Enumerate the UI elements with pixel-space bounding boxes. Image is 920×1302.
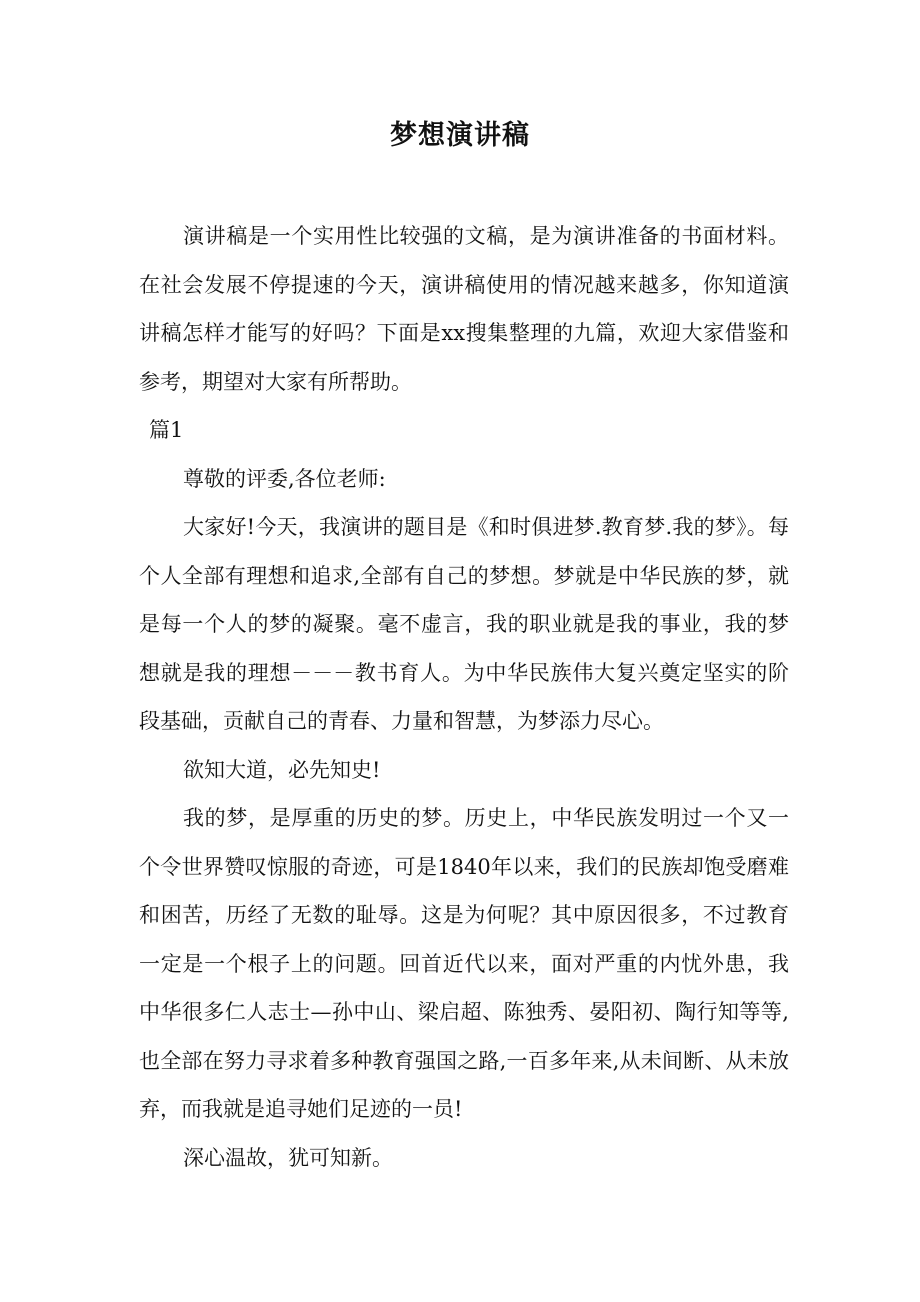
intro-paragraph: 演讲稿是一个实用性比较强的文稿，是为演讲准备的书面材料。在社会发展不停提速的今天，演讲稿使用的情况越来越多，你知道演讲稿怎样才能写的好吗？下面是xx搜集整理的九篇，欢迎大家借鉴和参考，期望对大家有所帮助。 — [139, 224, 789, 394]
history-heading-paragraph: 欲知大道，必先知史! — [183, 757, 381, 782]
closing-paragraph: 深心温故，犹可知新。 — [183, 1145, 393, 1170]
history-paragraph: 我的梦，是厚重的历史的梦。历史上，中华民族发明过一个又一个令世界赞叹惊服的奇迹，可是1840年以来，我们的民族却饱受磨难和困苦，历经了无数的耻辱。这是为何呢？其中原因很多，不过教育一定是一个根子上的问题。回首近代以来，面对严重的内忧外患，我中华很多仁人志士—孙中山、梁启超、陈独秀、晏阳初、陶行知等等,也全部在努力寻求着多种教育强国之路,一百多年来,从未间断、从未放弃，而我就是追寻她们足迹的一员! — [139, 806, 789, 1121]
opening-paragraph: 大家好!今天，我演讲的题目是《和时俱进梦.教育梦.我的梦》。每个人全部有理想和追求,全部有自己的梦想。梦就是中华民族的梦，就是每一个人的梦的凝聚。毫不虚言，我的职业就是我的事业，我的梦想就是我的理想－－－教书育人。为中华民族伟大复兴奠定坚实的阶段基础，贡献自己的青春、力量和智慧，为梦添力尽心。 — [139, 515, 789, 733]
document-title: 梦想演讲稿 — [390, 120, 530, 151]
section-label: 篇1 — [149, 418, 184, 442]
salutation-paragraph: 尊敬的评委,各位老师: — [183, 466, 386, 491]
document-body — [139, 212, 789, 1182]
